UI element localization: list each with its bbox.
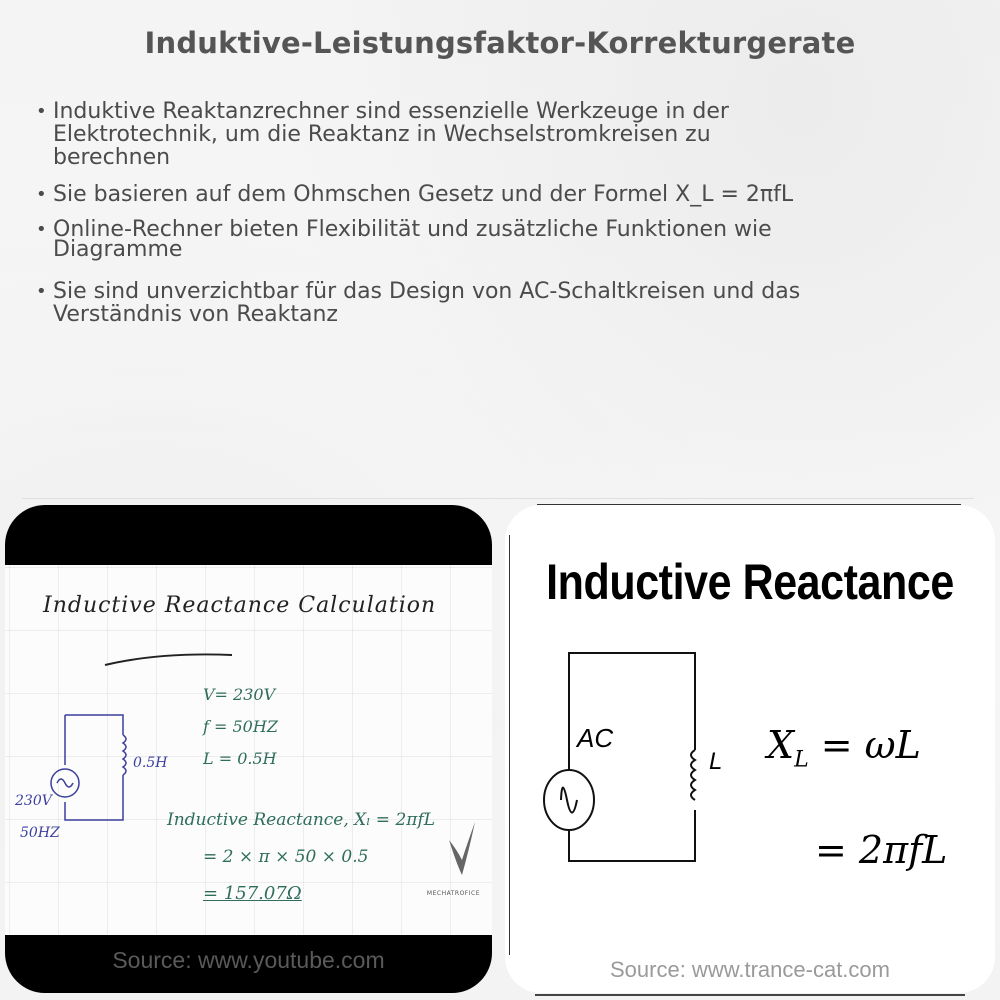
formula-xl-omega (767, 723, 921, 773)
equation-line-1: Inductive Reactance, Xₗ = 2πfL (167, 810, 436, 830)
image-source-caption: Source: www.trance-cat.com (610, 957, 890, 982)
equation-result: = 157.07Ω (203, 883, 302, 904)
underline-stroke (100, 650, 240, 670)
handwritten-heading: Inductive Reactance Calculation (43, 593, 437, 618)
bottom-rule (535, 994, 965, 996)
grid-paper (5, 565, 492, 935)
ac-label: AC (577, 723, 614, 753)
inductor-label: L (709, 748, 723, 775)
bullet-list (36, 100, 956, 340)
formula-subscript: L (794, 747, 809, 773)
diagram-title: Inductive Reactance (546, 554, 954, 610)
bullet-item: • Sie basieren auf dem Ohmschen Gesetz und der Formel X_L = 2πfL (36, 183, 956, 206)
image-youtube-calculation (5, 505, 492, 993)
equation-line-2: = 2 × π × 50 × 0.5 (203, 847, 369, 867)
frequency-label: 50HZ (20, 825, 60, 841)
formula-x: X (767, 723, 795, 767)
ac-inductor-circuit (535, 650, 715, 865)
mechatrofice-logo-icon (447, 820, 477, 880)
given-voltage: V= 230V (203, 685, 276, 704)
watermark: MECHATROFICE (426, 890, 480, 897)
bullet-item: • Sie sind unverzichtbar für das Design von AC-Schaltkreisen und das Verständnis von Reaktanz (36, 280, 916, 326)
given-frequency: f = 50HZ (203, 717, 278, 736)
inductor-label: 0.5H (133, 755, 168, 771)
bullet-item: • Online-Rechner bieten Flexibilität und zusätzliche Funktionen wie Diagramme (36, 220, 856, 260)
formula-2pifl: = 2πfL (815, 828, 948, 872)
ac-circuit-drawing (35, 710, 145, 840)
image-source-caption: Source: www.youtube.com (112, 947, 385, 973)
formula-rhs: = ωL (808, 723, 921, 767)
voltage-label: 230V (15, 793, 52, 809)
page-title: Induktive-Leistungsfaktor-Korrekturgerate (144, 26, 856, 60)
given-inductance: L = 0.5H (203, 749, 277, 768)
image-trance-cat-diagram (505, 505, 995, 993)
bullet-item: • Induktive Reaktanzrechner sind essenzielle Werkzeuge in der Elektrotechnik, um die Reaktanz in Wechselstromkreisen zu berechnen (36, 100, 826, 169)
ac-source-icon (544, 770, 594, 830)
divider (22, 498, 974, 499)
